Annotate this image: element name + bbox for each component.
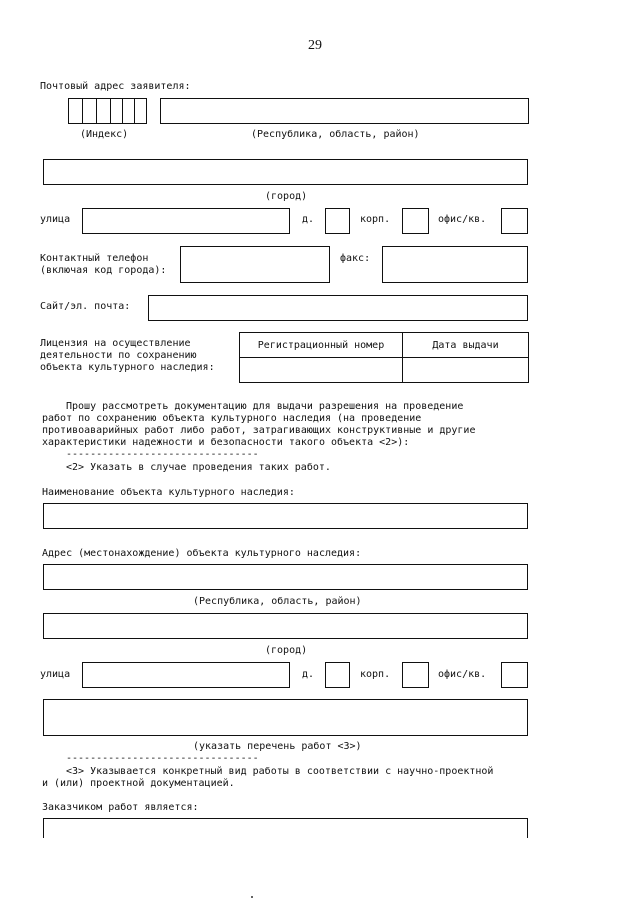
building-label: корп. (360, 214, 391, 225)
index-cell-5[interactable] (122, 98, 134, 124)
postal-street-field[interactable] (82, 208, 290, 234)
object-building-label: корп. (360, 669, 391, 680)
object-region-field[interactable] (43, 564, 528, 590)
object-address-label: Адрес (местонахождение) объекта культурного наследия: (42, 548, 362, 559)
customer-label: Заказчиком работ является: (42, 802, 199, 813)
footnote-3-line-2: и (или) проектной документацией. (42, 778, 235, 789)
region-caption: (Республика, область, район) (251, 129, 420, 140)
postal-house-field[interactable] (325, 208, 350, 234)
footnote-2: <2> Указать в случае проведения таких работ. (66, 462, 331, 473)
license-issue-date-cell[interactable] (403, 358, 529, 383)
license-label-line1: Лицензия на осуществление (40, 338, 191, 349)
license-label-line3: объекта культурного наследия: (40, 362, 215, 373)
house-label: д. (302, 214, 315, 225)
phone-field[interactable] (180, 246, 330, 283)
license-col-reg-number: Регистрационный номер (240, 333, 403, 358)
object-building-field[interactable] (402, 662, 429, 688)
postal-address-title: Почтовый адрес заявителя: (40, 81, 191, 92)
postal-office-field[interactable] (501, 208, 528, 234)
postal-region-field[interactable] (160, 98, 529, 124)
request-line-4: характеристики надежности и безопасности такого объекта <2>): (42, 437, 410, 448)
works-list-caption: (указать перечень работ <3>) (193, 741, 362, 752)
site-email-field[interactable] (148, 295, 528, 321)
index-cell-2[interactable] (82, 98, 96, 124)
footnote-separator-1: -------------------------------- (66, 449, 259, 460)
page-number: 29 (308, 38, 322, 53)
street-label: улица (40, 214, 71, 225)
request-line-2: работ по сохранению объекта культурного наследия (на проведение (42, 413, 422, 424)
office-label: офис/кв. (438, 214, 487, 225)
fax-label: факс: (340, 253, 371, 264)
object-street-field[interactable] (82, 662, 290, 688)
request-line-3: противоаварийных работ либо работ, затрагивающих конструктивные и другие (42, 425, 476, 436)
license-label-line2: деятельности по сохранению (40, 350, 197, 361)
index-cell-1[interactable] (68, 98, 82, 124)
city-caption: (город) (265, 191, 308, 202)
footnote-separator-2: -------------------------------- (66, 753, 259, 764)
fax-field[interactable] (382, 246, 528, 283)
object-house-label: д. (302, 669, 315, 680)
scan-dot (251, 896, 253, 898)
index-cell-3[interactable] (96, 98, 110, 124)
object-office-label: офис/кв. (438, 669, 487, 680)
site-email-label: Сайт/эл. почта: (40, 301, 131, 312)
object-street-label: улица (40, 669, 71, 680)
customer-field[interactable] (43, 818, 528, 838)
license-table (239, 332, 529, 383)
phone-label-line2: (включая код города): (40, 265, 167, 276)
object-city-caption: (город) (265, 645, 308, 656)
footnote-3-line-1: <3> Указывается конкретный вид работы в соответствии с научно-проектной (66, 766, 494, 777)
object-name-label: Наименование объекта культурного наследия: (42, 487, 295, 498)
object-name-field[interactable] (43, 503, 528, 529)
index-cell-4[interactable] (110, 98, 122, 124)
phone-label-line1: Контактный телефон (40, 253, 149, 264)
object-house-field[interactable] (325, 662, 350, 688)
index-cell-6[interactable] (134, 98, 147, 124)
postal-city-field[interactable] (43, 159, 528, 185)
postal-building-field[interactable] (402, 208, 429, 234)
index-caption: (Индекс) (80, 129, 129, 140)
object-city-field[interactable] (43, 613, 528, 639)
works-list-field[interactable] (43, 699, 528, 736)
object-office-field[interactable] (501, 662, 528, 688)
request-line-1: Прошу рассмотреть документацию для выдачи разрешения на проведение (66, 401, 464, 412)
license-col-issue-date: Дата выдачи (403, 333, 529, 358)
object-region-caption: (Республика, область, район) (193, 596, 362, 607)
license-reg-number-cell[interactable] (240, 358, 403, 383)
